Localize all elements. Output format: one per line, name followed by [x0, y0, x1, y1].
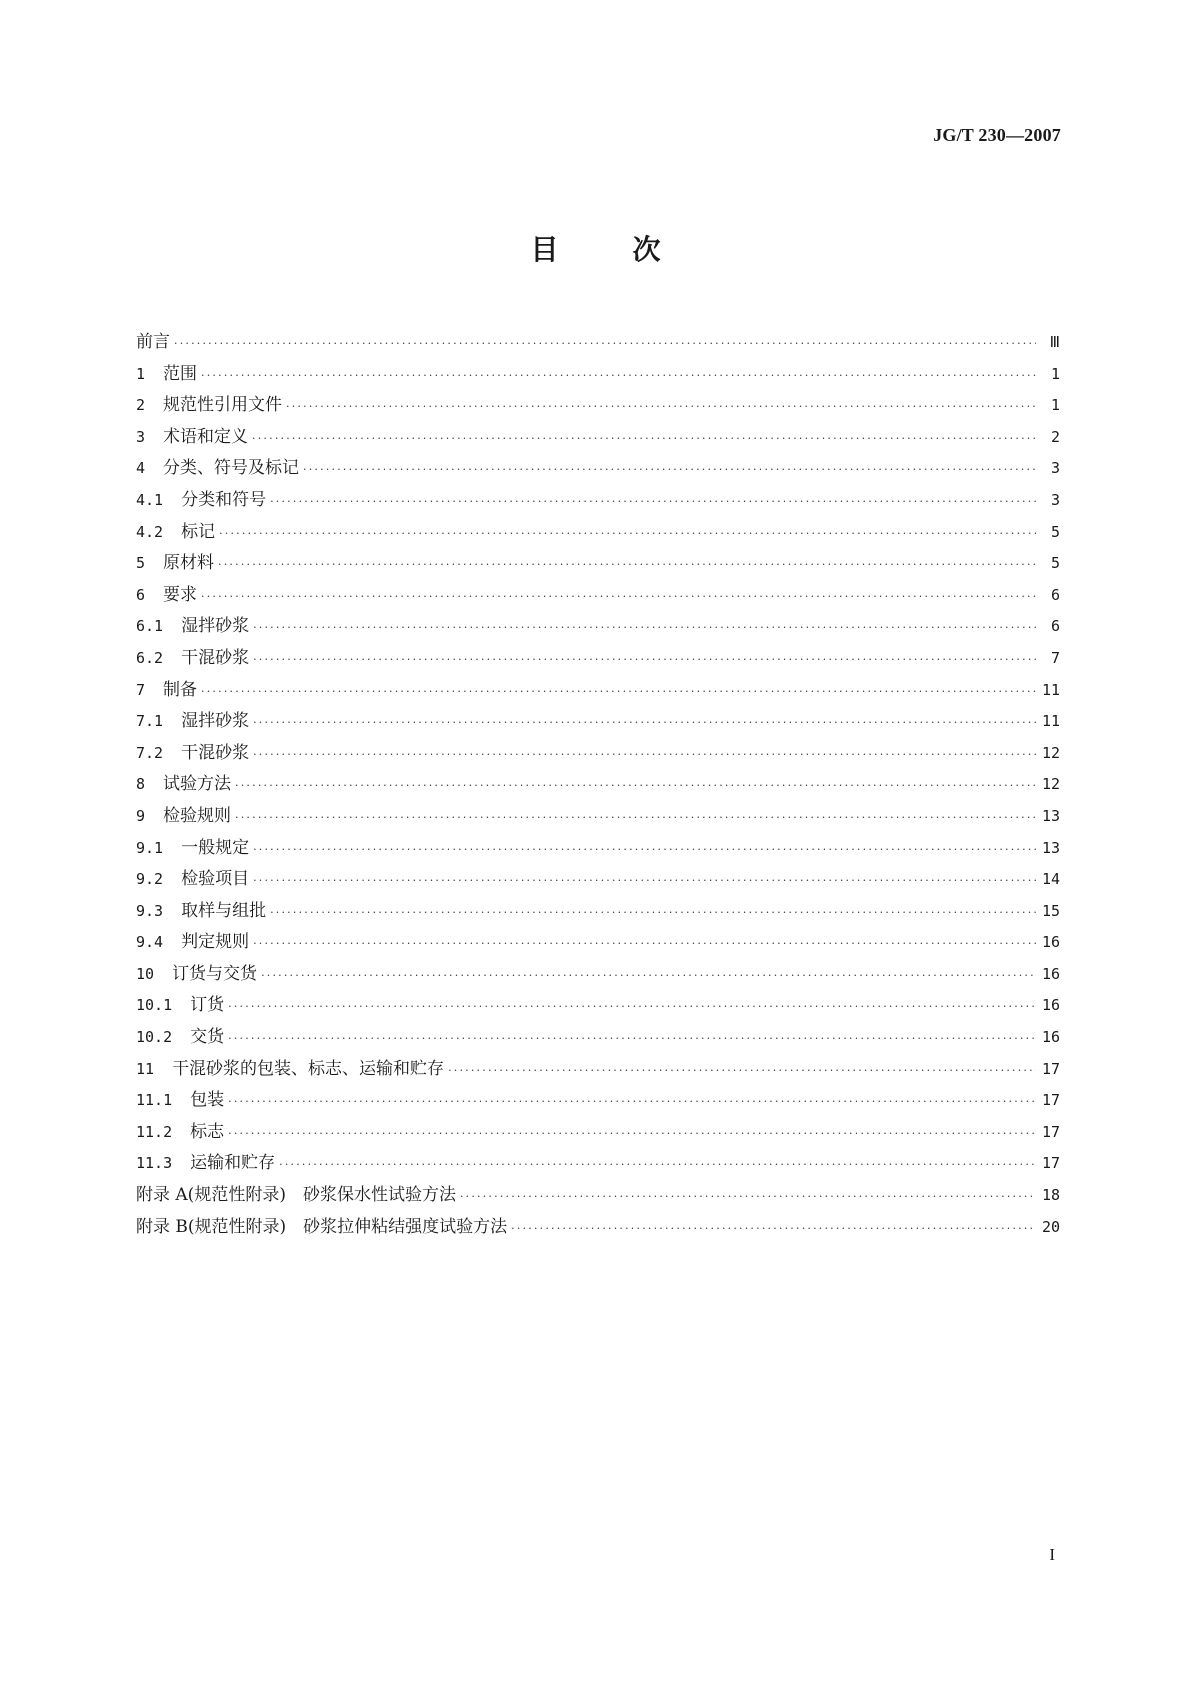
toc-entry-page: 16 — [1041, 1028, 1060, 1047]
toc-entry[interactable] — [136, 485, 1060, 517]
toc-entry-page: 3 — [1050, 490, 1060, 509]
toc-entry-text: 干混砂浆 — [181, 647, 250, 668]
toc-entry-label — [136, 422, 252, 447]
toc-entry-number: 8 — [136, 775, 146, 794]
page-number: I — [1049, 1545, 1055, 1564]
toc-dot-leader — [253, 622, 1036, 633]
toc-entry-number: 5 — [136, 554, 146, 573]
toc-entry-text: 湿拌砂浆 — [181, 616, 250, 637]
toc-entry-text: 要求 — [163, 584, 198, 605]
toc-entry-text: 取样与组批 — [181, 900, 267, 921]
toc-entry-number: 11 — [136, 1059, 155, 1078]
toc-entry-number: 2 — [136, 396, 146, 415]
toc-entry-label — [136, 864, 253, 889]
toc-entry-text: 前言 — [136, 332, 170, 352]
toc-entry-text: 湿拌砂浆 — [181, 711, 250, 732]
toc-dot-leader — [460, 1191, 1036, 1202]
toc-entry-label — [136, 1212, 511, 1237]
toc-entry-text: 包装 — [190, 1090, 225, 1111]
toc-entry[interactable] — [136, 517, 1060, 549]
toc-entry-label — [136, 453, 303, 478]
toc-entry-label — [136, 643, 253, 668]
toc-entry-page: 1 — [1050, 396, 1060, 415]
toc-dot-leader — [279, 1159, 1036, 1170]
toc-dot-leader — [511, 1223, 1036, 1234]
toc-entry-label — [136, 706, 253, 731]
toc-entry-page: 18 — [1041, 1186, 1060, 1205]
toc-entry-number: 9.4 — [136, 933, 164, 952]
toc-entry[interactable] — [136, 548, 1060, 580]
toc-entry-number: 10 — [136, 964, 155, 983]
toc-entry-number: 11.1 — [136, 1091, 173, 1110]
toc-entry-page: 17 — [1041, 1122, 1060, 1141]
toc-entry-number: 9.3 — [136, 901, 164, 920]
toc-entry-text: 分类和符号 — [181, 489, 267, 510]
toc-dot-leader — [261, 970, 1036, 981]
toc-entry-page: 20 — [1041, 1217, 1060, 1236]
toc-entry-text: 检验规则 — [163, 805, 232, 826]
toc-entry-page: 7 — [1050, 648, 1060, 667]
toc-dot-leader — [253, 938, 1036, 949]
toc-dot-leader — [228, 1001, 1036, 1012]
toc-entry-label — [136, 769, 235, 794]
toc-entry-number: 6.2 — [136, 648, 164, 667]
toc-entry-number: 10.1 — [136, 996, 173, 1015]
toc-entry-text: 订货与交货 — [172, 963, 258, 984]
toc-entry[interactable] — [136, 643, 1060, 675]
toc-entry-page: Ⅲ — [1049, 333, 1060, 351]
toc-entry-label — [136, 1180, 460, 1205]
toc-entry-text: 分类、符号及标记 — [163, 458, 300, 479]
toc-entry[interactable] — [136, 359, 1060, 391]
toc-dot-leader — [235, 812, 1036, 823]
toc-entry[interactable] — [136, 580, 1060, 612]
toc-entry[interactable] — [136, 422, 1060, 454]
toc-entry[interactable] — [136, 833, 1060, 865]
toc-entry-page: 5 — [1050, 554, 1060, 573]
toc-entry-text: 原材料 — [163, 553, 215, 574]
toc-entry-number: 1 — [136, 364, 146, 383]
toc-dot-leader — [235, 780, 1036, 791]
toc-entry-page: 16 — [1041, 933, 1060, 952]
toc-dot-leader — [218, 559, 1036, 570]
toc-entry[interactable] — [136, 1212, 1060, 1244]
toc-entry[interactable] — [136, 990, 1060, 1022]
toc-dot-leader — [228, 1096, 1036, 1107]
toc-entry[interactable] — [136, 453, 1060, 485]
title-char-1: 目 — [530, 233, 559, 266]
toc-entry-label — [136, 896, 270, 921]
toc-entry-text: 交货 — [190, 1027, 225, 1048]
toc-entry-number: 7.2 — [136, 743, 164, 762]
toc-dot-leader — [252, 433, 1036, 444]
toc-entry-label — [136, 927, 253, 952]
toc-entry-number: 6.1 — [136, 617, 164, 636]
toc-entry[interactable] — [136, 959, 1060, 991]
toc-entry[interactable] — [136, 1117, 1060, 1149]
toc-entry[interactable] — [136, 1022, 1060, 1054]
toc-entry-number: 9.2 — [136, 870, 164, 889]
toc-entry-page: 17 — [1041, 1154, 1060, 1173]
toc-dot-leader — [228, 1128, 1036, 1139]
toc-dot-leader — [253, 844, 1036, 855]
toc-entry-text: 干混砂浆的包装、标志、运输和贮存 — [172, 1058, 445, 1079]
toc-entry-text: 一般规定 — [181, 837, 250, 858]
toc-entry-label — [136, 801, 235, 826]
toc-entry-label — [136, 359, 201, 384]
toc-entry[interactable] — [136, 1054, 1060, 1086]
toc-dot-leader — [201, 370, 1036, 381]
toc-dot-leader — [303, 464, 1036, 475]
toc-entry-page: 2 — [1050, 427, 1060, 446]
toc-dot-leader — [253, 875, 1036, 886]
title-char-2: 次 — [632, 233, 661, 266]
toc-entry-page: 6 — [1050, 617, 1060, 636]
toc-entry-text: 范围 — [163, 363, 198, 384]
toc-entry-page: 16 — [1041, 964, 1060, 983]
toc-entry-text: 规范性引用文件 — [163, 395, 283, 416]
toc-entry[interactable] — [136, 1085, 1060, 1117]
toc-entry-page: 3 — [1050, 459, 1060, 478]
toc-entry-page: 12 — [1041, 743, 1060, 762]
toc-entry[interactable] — [136, 706, 1060, 738]
toc-entry[interactable] — [136, 801, 1060, 833]
toc-entry-page: 17 — [1041, 1059, 1060, 1078]
toc-entry-text: 术语和定义 — [163, 426, 249, 447]
toc-entry-label — [136, 580, 201, 605]
toc-entry-label — [136, 1085, 228, 1110]
toc-entry-label — [136, 485, 270, 510]
toc-entry-text: 运输和贮存 — [190, 1153, 276, 1174]
toc-entry-text: 标记 — [181, 521, 216, 542]
toc-entry-number: 9.1 — [136, 838, 164, 857]
toc-dot-leader — [253, 717, 1036, 728]
toc-dot-leader — [201, 686, 1036, 697]
toc-entry-page: 12 — [1041, 775, 1060, 794]
toc-entry-text: 检验项目 — [181, 869, 250, 890]
toc-entry[interactable] — [136, 1148, 1060, 1180]
toc-entry-number: 4.2 — [136, 522, 164, 541]
toc-entry-number: 10.2 — [136, 1028, 173, 1047]
toc-entry-number: 7.1 — [136, 712, 164, 731]
toc-entry[interactable] — [136, 769, 1060, 801]
standard-code: JG/T 230—2007 — [933, 125, 1061, 145]
toc-entry-page: 16 — [1041, 996, 1060, 1015]
toc-entry-label — [136, 738, 253, 763]
toc-entry-number: 9 — [136, 806, 146, 825]
toc-entry-label — [136, 611, 253, 636]
toc-entry-page: 11 — [1041, 712, 1060, 731]
toc-entry[interactable] — [136, 864, 1060, 896]
toc-entry-label — [136, 959, 261, 984]
toc-entry-label — [136, 1148, 279, 1173]
toc-entry-label — [136, 990, 228, 1015]
toc-entry[interactable] — [136, 327, 1060, 359]
toc-dot-leader — [228, 1033, 1036, 1044]
toc-dot-leader — [286, 401, 1036, 412]
toc-dot-leader — [253, 654, 1036, 665]
toc-entry[interactable] — [136, 675, 1060, 707]
toc-entry-label — [136, 517, 219, 542]
toc-entry-text: 干混砂浆 — [181, 742, 250, 763]
toc-entry-page: 15 — [1041, 901, 1060, 920]
toc-entry-number: 6 — [136, 585, 146, 604]
toc-entry-page: 1 — [1050, 364, 1060, 383]
toc-entry-number: 3 — [136, 427, 146, 446]
toc-entry[interactable] — [136, 738, 1060, 770]
toc-dot-leader — [270, 496, 1036, 507]
toc-entry-label — [136, 327, 174, 352]
toc-entry-number: 4.1 — [136, 490, 164, 509]
toc-entry-label — [136, 1117, 228, 1142]
toc-dot-leader — [270, 907, 1036, 918]
toc-entry-label — [136, 833, 253, 858]
toc-entry[interactable] — [136, 390, 1060, 422]
toc-entry-page: 14 — [1041, 870, 1060, 889]
toc-dot-leader — [201, 591, 1036, 602]
toc-dot-leader — [448, 1065, 1036, 1076]
toc-entry-text: 订货 — [190, 995, 225, 1016]
toc-entry-label — [136, 1022, 228, 1047]
toc-dot-leader — [174, 338, 1036, 349]
toc-entry[interactable] — [136, 896, 1060, 928]
toc-entry[interactable] — [136, 927, 1060, 959]
toc-dot-leader — [253, 749, 1036, 760]
toc-entry-page: 11 — [1041, 680, 1060, 699]
toc-entry-label — [136, 675, 201, 700]
toc-entry-page: 17 — [1041, 1091, 1060, 1110]
toc-entry-page: 13 — [1041, 806, 1060, 825]
toc-entry-number: 11.3 — [136, 1154, 173, 1173]
toc-entry-text: 附录 B(规范性附录) 砂浆拉伸粘结强度试验方法 — [136, 1216, 508, 1237]
toc-entry-text: 标志 — [190, 1121, 225, 1142]
toc-dot-leader — [219, 528, 1036, 539]
toc-entry-label — [136, 548, 218, 573]
toc-entry-text: 制备 — [163, 679, 198, 700]
toc-entry-number: 11.2 — [136, 1122, 173, 1141]
toc-entry-text: 试验方法 — [163, 774, 232, 795]
toc-entry-label — [136, 1054, 448, 1079]
toc-entry-number: 7 — [136, 680, 146, 699]
toc-entry-label — [136, 390, 286, 415]
table-of-contents — [136, 327, 1060, 1243]
page-title — [0, 228, 1191, 268]
toc-entry[interactable] — [136, 611, 1060, 643]
toc-entry-page: 6 — [1050, 585, 1060, 604]
toc-entry-page: 5 — [1050, 522, 1060, 541]
toc-entry-text: 附录 A(规范性附录) 砂浆保水性试验方法 — [136, 1185, 456, 1206]
toc-entry-number: 4 — [136, 459, 146, 478]
toc-entry-page: 13 — [1041, 838, 1060, 857]
toc-entry-text: 判定规则 — [181, 932, 250, 953]
toc-entry[interactable] — [136, 1180, 1060, 1212]
